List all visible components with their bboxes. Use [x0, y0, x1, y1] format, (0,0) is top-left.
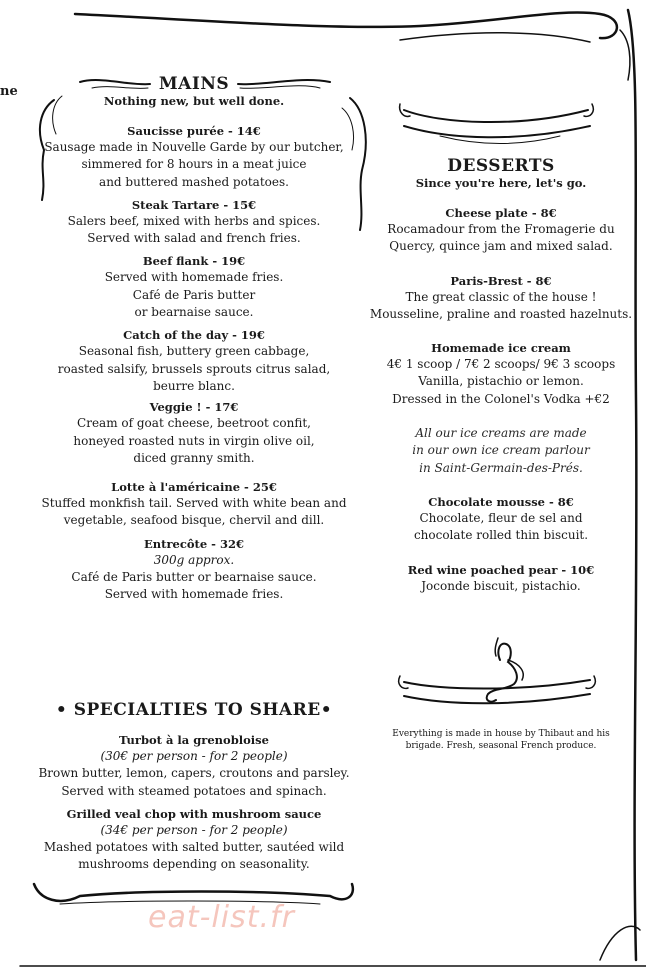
item-name: Saucisse purée - 14€: [127, 124, 261, 138]
mains-title: MAINS: [158, 74, 230, 94]
item-name: Homemade ice cream: [431, 341, 571, 356]
desserts-subtitle: Since you're here, let's go.: [415, 176, 587, 190]
item-name: Cheese plate - 8€: [445, 206, 557, 220]
specialties-bottom-ornament: [34, 884, 353, 901]
item-name: Steak Tartare - 15€: [131, 197, 257, 212]
item-name: Lotte à l'américaine - 25€: [111, 480, 277, 495]
specialties-title: • SPECIALTIES TO SHARE•: [55, 700, 333, 720]
specialties-section: [28, 700, 360, 874]
item-name: Veggie ! - 17€: [149, 400, 239, 415]
item-name: Catch of the day - 19€: [123, 328, 265, 343]
menu-item-saucisse: Saucisse purée - 14€ Sausage made in Nouvelle Garde by our butcher, simmered for 8 hours in a meat juice and buttered mashed potatoes.: [28, 123, 360, 191]
watermark: eat-list.fr: [148, 900, 295, 935]
menu-item-poached-pear: Red wine poached pear - 10€ Joconde biscuit, pistachio.: [364, 562, 638, 595]
menu-item-catch-of-the-day: Catch of the day - 19€ Seasonal fish, buttery green cabbage, roasted salsify, brussels sprouts citrus salad, beurre blanc.: [28, 327, 360, 395]
menu-item-chocolate-mousse: Chocolate mousse - 8€ Chocolate, fleur de sel and chocolate rolled thin biscuit.: [364, 494, 638, 545]
menu-item-cheese-plate: Cheese plate - 8€ Rocamadour from the Fromagerie du Quercy, quince jam and mixed salad.: [364, 205, 638, 256]
desserts-top-ornament: [404, 110, 588, 122]
menu-item-entrecote: Entrecôte - 32€ 300g approx. Café de Paris butter or bearnaise sauce. Served with homemade fries.: [28, 536, 360, 604]
item-name: Red wine poached pear - 10€: [407, 562, 595, 577]
mains-section: [28, 74, 360, 604]
item-weight: 300g approx.: [153, 552, 235, 567]
item-price-note: (34€ per person - for 2 people): [100, 822, 288, 837]
item-name: Chocolate mousse - 8€: [428, 494, 574, 509]
desserts-section: [364, 156, 638, 595]
desserts-bottom-ornament: [404, 680, 590, 689]
item-name: Entrecôte - 32€: [144, 536, 244, 551]
mermaid-illustration: [487, 638, 524, 702]
menu-item-veal-chop: Grilled veal chop with mushroom sauce (34€ per person - for 2 people) Mashed potatoes with salted butter, sautéed wild mushrooms depending on seasonality.: [28, 806, 360, 874]
menu-item-lotte: Lotte à l'américaine - 25€ Stuffed monkfish tail. Served with white bean and vegetable, seafood bisque, chervil and dill.: [28, 479, 360, 530]
house-note: Everything is made in house by Thibaut and his brigade. Fresh, seasonal French produce.: [392, 729, 610, 751]
item-name: Beef flank - 19€: [142, 254, 246, 269]
desserts-title: DESSERTS: [447, 156, 555, 176]
menu-item-beef-flank: Beef flank - 19€ Served with homemade fries. Café de Paris butter or bearnaise sauce.: [28, 253, 360, 321]
item-name: Turbot à la grenobloise: [119, 733, 269, 747]
cropped-text-fragment: ne: [0, 84, 18, 99]
ice-cream-note: All our ice creams are made in our own ice cream parlour in Saint-Germain-des-Prés.: [412, 426, 590, 475]
item-name: Grilled veal chop with mushroom sauce: [66, 806, 322, 821]
item-name: Paris-Brest - 8€: [450, 273, 552, 288]
menu-item-veggie: Veggie ! - 17€ Cream of goat cheese, beetroot confit, honeyed roasted nuts in virgin olive oil, diced granny smith.: [28, 399, 360, 467]
item-price-note: (30€ per person - for 2 people): [100, 749, 288, 763]
menu-item-turbot: Turbot à la grenobloise (30€ per person - for 2 people) Brown butter, lemon, capers, croutons and parsley. Served with steamed potatoes and spinach.: [28, 732, 360, 800]
menu-item-ice-cream: Homemade ice cream 4€ 1 scoop / 7€ 2 scoops/ 9€ 3 scoops Vanilla, pistachio or lemon. Dressed in the Colonel's Vodka +€2: [364, 340, 638, 408]
mains-subtitle: Nothing new, but well done.: [103, 94, 285, 108]
menu-item-steak-tartare: Steak Tartare - 15€ Salers beef, mixed with herbs and spices. Served with salad and french fries.: [28, 197, 360, 248]
menu-item-paris-brest: Paris-Brest - 8€ The great classic of the house ! Mousseline, praline and roasted hazelnuts.: [364, 273, 638, 324]
